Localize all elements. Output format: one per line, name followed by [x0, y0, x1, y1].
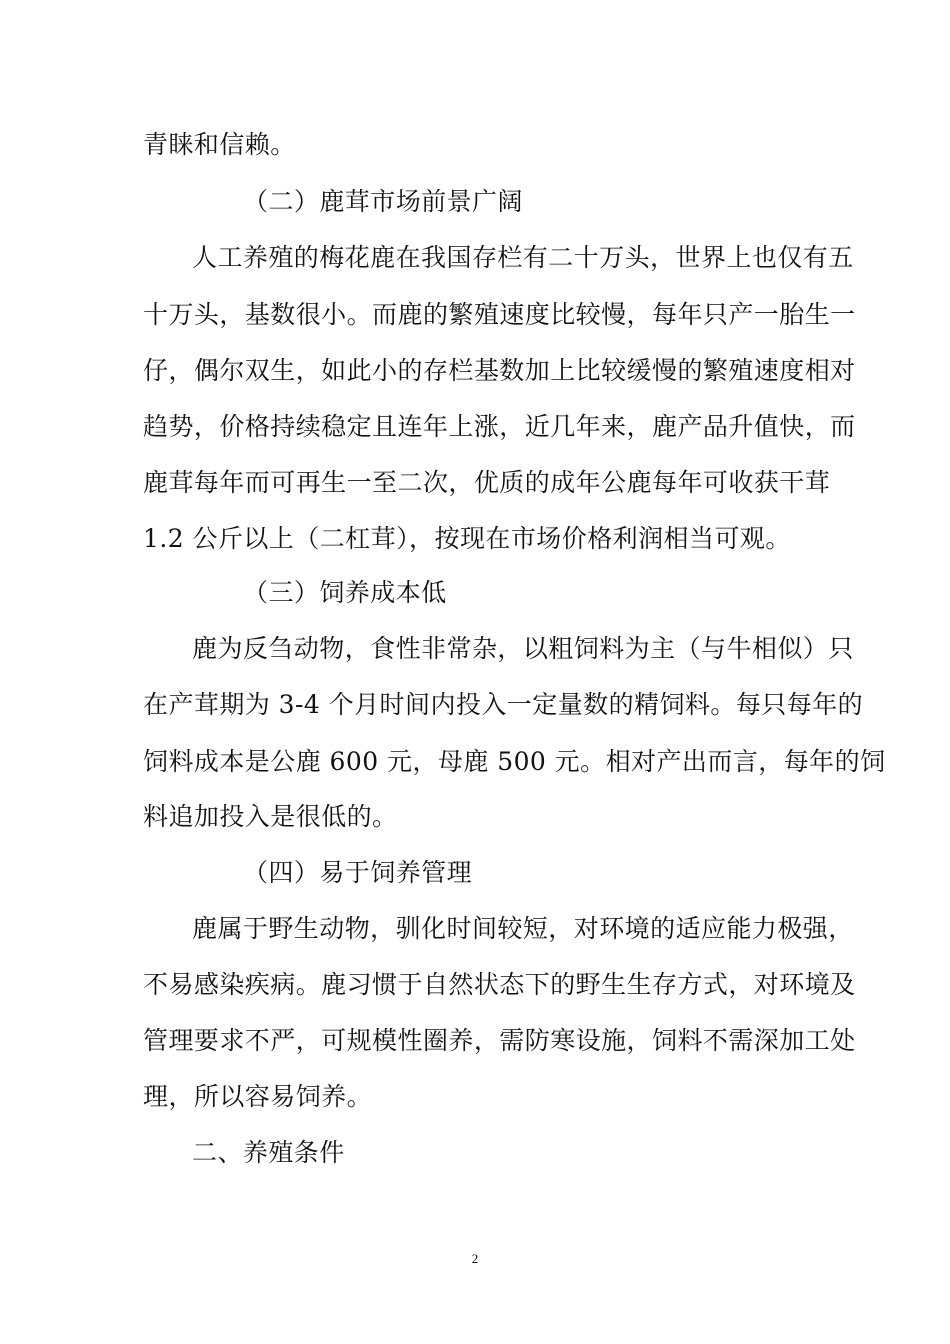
section-heading: （三）饲养成本低	[243, 578, 447, 607]
paragraph-line: 鹿茸每年而可再生一至二次，优质的成年公鹿每年可收获干茸	[143, 468, 831, 497]
paragraph-line: 饲料成本是公鹿 600 元，母鹿 500 元。相对产出而言，每年的饲	[143, 747, 886, 776]
paragraph-line: 理，所以容易饲养。	[143, 1082, 373, 1111]
paragraph-line: 1.2 公斤以上（二杠茸），按现在市场价格利润相当可观。	[143, 524, 791, 553]
paragraph-line: 不易感染疾病。鹿习惯于自然状态下的野生生存方式，对环境及	[143, 970, 856, 999]
paragraph-line: 青睐和信赖。	[143, 130, 296, 159]
section-heading: （四）易于饲养管理	[243, 858, 473, 887]
page-number: 2	[471, 1251, 479, 1266]
paragraph-line: 人工养殖的梅花鹿在我国存栏有二十万头，世界上也仅有五	[192, 243, 854, 272]
paragraph-line: 在产茸期为 3-4 个月时间内投入一定量数的精饲料。每只每年的	[143, 690, 864, 719]
section-heading: （二）鹿茸市场前景广阔	[243, 187, 523, 216]
paragraph-line: 鹿属于野生动物，驯化时间较短，对环境的适应能力极强，	[192, 914, 854, 943]
paragraph-line: 管理要求不严，可规模性圈养，需防寒设施，饲料不需深加工处	[143, 1026, 856, 1055]
section-heading: 二、养殖条件	[192, 1138, 345, 1167]
paragraph-line: 仔，偶尔双生，如此小的存栏基数加上比较缓慢的繁殖速度相对	[143, 356, 856, 385]
paragraph-line: 鹿为反刍动物，食性非常杂，以粗饲料为主（与牛相似）只	[192, 634, 854, 663]
paragraph-line: 十万头，基数很小。而鹿的繁殖速度比较慢，每年只产一胎生一	[143, 300, 856, 329]
paragraph-line: 趋势，价格持续稳定且连年上涨，近几年来，鹿产品升值快，而	[143, 412, 856, 441]
paragraph-line: 料追加投入是很低的。	[143, 802, 398, 831]
